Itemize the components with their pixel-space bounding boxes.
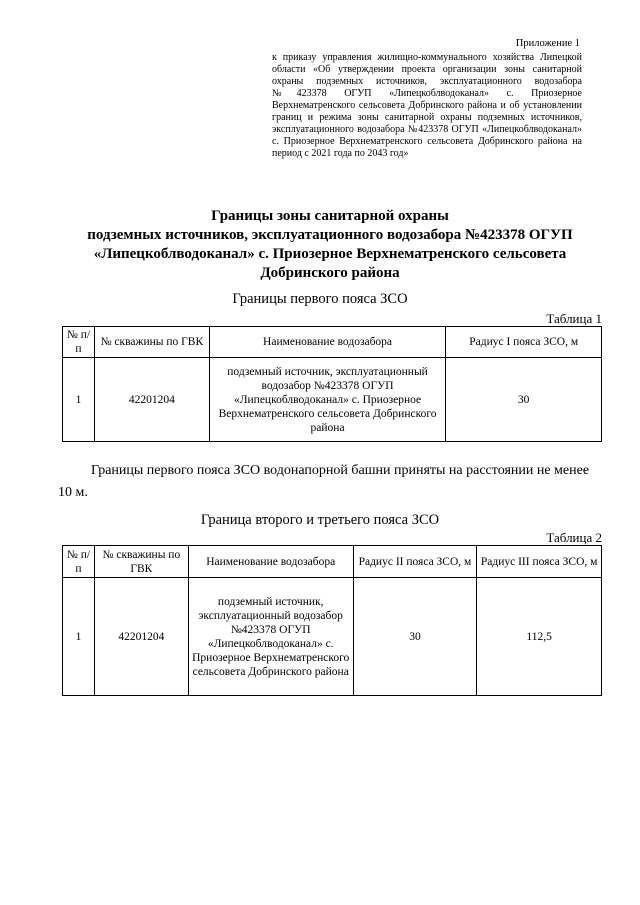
- header-cell: Радиус II пояса ЗСО, м: [353, 546, 477, 578]
- table-cell: 1: [63, 358, 95, 442]
- title-line-2: подземных источников, эксплуатационного водозабора №423378 ОГУП: [87, 227, 573, 243]
- title-line-1: Границы зоны санитарной охраны: [211, 208, 449, 224]
- table-cell: 112,5: [477, 578, 602, 696]
- table-header-row: [63, 327, 602, 358]
- table2-label: Таблица 2: [546, 530, 602, 545]
- header-cell: № п/п: [63, 327, 95, 358]
- appendix-body: к приказу управления жилищно-коммунального хозяйства Липецкой области «Об утверждении проекта организации зоны санитарной охраны подземных источников, эксплуатационного водозабора №423378 ОГУП «Липецкоблводоканал» с. Приозерное Верхнематренского сельсовета Добринского района и об установлении границ и режима зоны санитарной охраны подземных источников, эксплуатационного водозабора №423378 ОГУП «Липецкоблводоканал» с. Приозерное Верхнематренского сельсовета Добринского района на период с 2021 года по 2043 год»: [272, 52, 582, 159]
- table-cell: подземный источник, эксплуатационный водозабор №423378 ОГУП «Липецкоблводоканал» с. Приозерное Верхнематренского сельсовета Добринского района: [188, 578, 353, 696]
- table-cell: 42201204: [94, 578, 188, 696]
- title-line-4: Добринского района: [260, 265, 400, 281]
- table-1: [62, 326, 602, 442]
- section1-heading: Границы первого пояса ЗСО: [232, 291, 408, 307]
- document-title: [60, 207, 600, 283]
- header-cell: № скважины по ГВК: [94, 327, 209, 358]
- table-cell: 1: [63, 578, 95, 696]
- appendix-title: Приложение 1: [515, 38, 580, 49]
- table-cell: 42201204: [94, 358, 209, 442]
- header-cell: Наименование водозабора: [188, 546, 353, 578]
- table-cell: 30: [446, 358, 602, 442]
- header-cell: № п/п: [63, 546, 95, 578]
- header-cell: Радиус I пояса ЗСО, м: [446, 327, 602, 358]
- header-cell: Радиус III пояса ЗСО, м: [477, 546, 602, 578]
- paragraph-text: Границы первого пояса ЗСО водонапорной башни приняты на расстоянии не менее 10 м.: [58, 463, 590, 500]
- table1-label: Таблица 1: [546, 311, 602, 326]
- table-cell: подземный источник, эксплуатационный водозабор №423378 ОГУП «Липецкоблводоканал» с. Приозерное Верхнематренского сельсовета Добринского района: [209, 358, 446, 442]
- section2-heading: Граница второго и третьего пояса ЗСО: [200, 512, 440, 528]
- title-line-3: «Липецкоблводоканал» с. Приозерное Верхнематренского сельсовета: [93, 246, 567, 262]
- table-2: [62, 545, 602, 696]
- table-row: [63, 578, 602, 696]
- header-cell: Наименование водозабора: [209, 327, 446, 358]
- table-row: [63, 358, 602, 442]
- table-cell: 30: [353, 578, 477, 696]
- header-cell: № скважины по ГВК: [94, 546, 188, 578]
- table-header-row: [63, 546, 602, 578]
